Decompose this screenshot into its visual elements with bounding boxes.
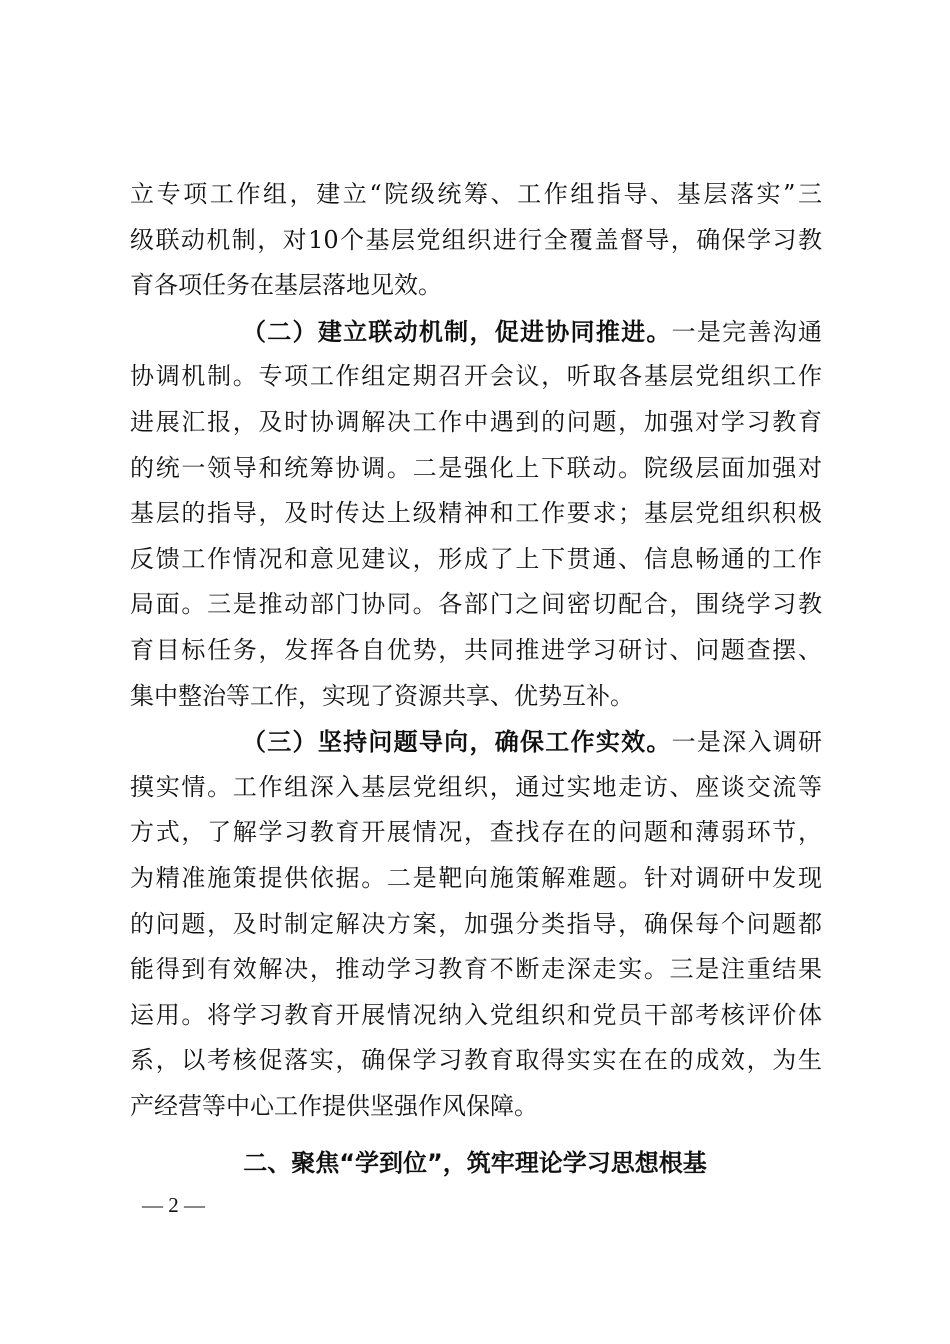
text-line: 能得到有效解决，推动学习教育不断走深走实。三是注重结果 <box>130 955 822 984</box>
text-line: 进展汇报，及时协调解决工作中遇到的问题，加强对学习教育 <box>130 407 822 436</box>
section-heading: 二、聚焦“学到位”，筑牢理论学习思想根基 <box>243 1149 707 1177</box>
text-line: 反馈工作情况和意见建议，形成了上下贯通、信息畅通的工作 <box>130 544 822 573</box>
paragraph-3-lead: （三）坚持问题导向，确保工作实效。 <box>242 727 672 757</box>
text-line: 为精准施策提供依据。二是靶向施策解难题。针对调研中发现 <box>130 863 822 892</box>
paragraph-3-first-line-rest: 一是深入调研 <box>671 728 823 757</box>
text-line: 协调机制。专项工作组定期召开会议，听取各基层党组织工作 <box>130 362 822 391</box>
text-line: 立专项工作组，建立“院级统筹、工作组指导、基层落实”三 <box>130 180 822 208</box>
text-line: 基层的指导，及时传达上级精神和工作要求；基层党组织积极 <box>130 499 822 528</box>
paragraph-2-lead: （二）建立联动机制，促进协同推进。 <box>242 316 672 346</box>
page-number: — 2 — <box>142 1193 205 1217</box>
text-line: 育各项任务在基层落地见效。 <box>130 271 442 300</box>
text-line: 集中整治等工作，实现了资源共享、优势互补。 <box>130 681 634 710</box>
text-line: 育目标任务，发挥各自优势，共同推进学习研讨、问题查摆、 <box>130 635 822 664</box>
body-text <box>130 172 822 1129</box>
text-line: 摸实情。工作组深入基层党组织，通过实地走访、座谈交流等 <box>130 772 822 801</box>
text-line: 的统一领导和统筹协调。二是强化上下联动。院级层面加强对 <box>130 453 822 482</box>
text-line: 方式，了解学习教育开展情况，查找存在的问题和薄弱环节， <box>130 818 822 847</box>
text-line: 运用。将学习教育开展情况纳入党组织和党员干部考核评价体 <box>130 1000 822 1029</box>
paragraph-2-first-line <box>130 309 822 355</box>
text-line: 产经营等中心工作提供坚强作风保障。 <box>130 1091 538 1120</box>
text-line: 级联动机制，对10个基层党组织进行全覆盖督导，确保学习教 <box>130 225 822 254</box>
paragraph-2-first-line-rest: 一是完善沟通 <box>671 317 823 346</box>
text-line: 的问题，及时制定解决方案，加强分类指导，确保每个问题都 <box>130 909 822 938</box>
paragraph-3-first-line <box>130 719 822 765</box>
text-line: 系，以考核促落实，确保学习教育取得实实在在的成效，为生 <box>130 1046 822 1075</box>
text-line: 局面。三是推动部门协同。各部门之间密切配合，围绕学习教 <box>130 590 822 619</box>
